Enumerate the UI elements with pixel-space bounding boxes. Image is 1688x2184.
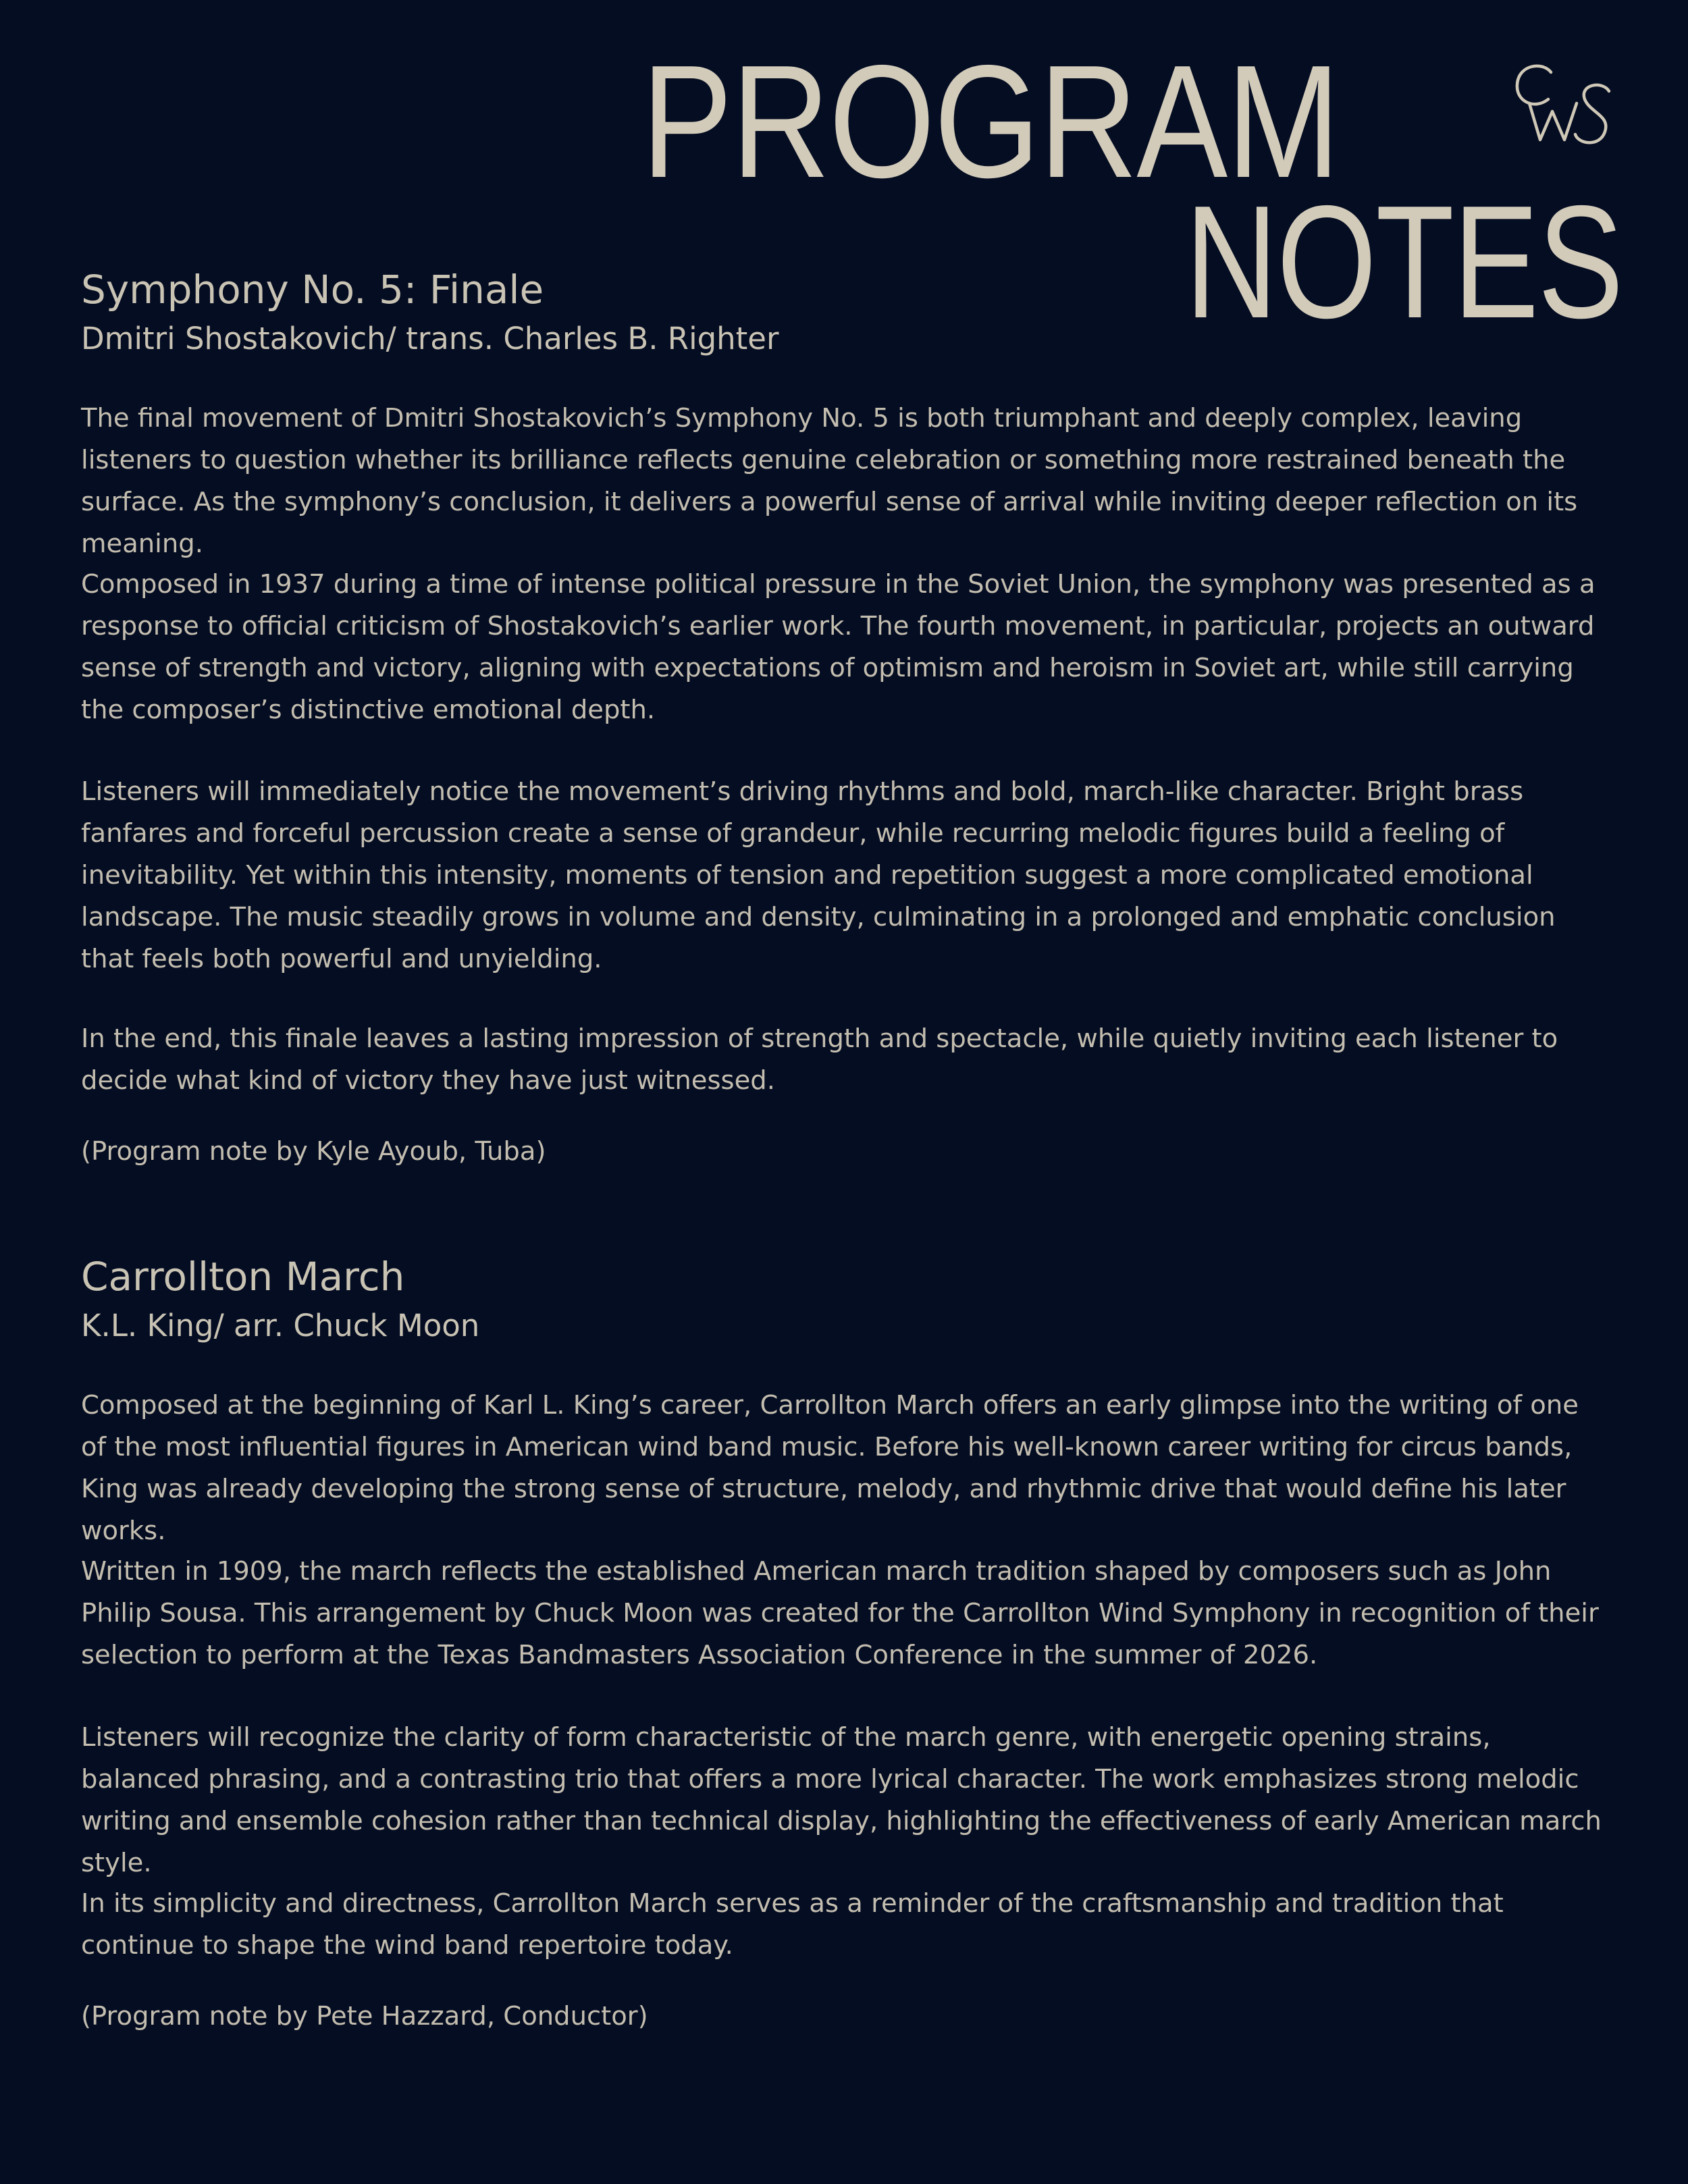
paragraph: The final movement of Dmitri Shostakovich’s Symphony No. 5 is both triumphant and deeply complex, leaving listeners to question whether its brilliance reflects genuine celebration or something more restrained beneath the surface. As the symphony’s conclusion, it delivers a powerful sense of arrival while inviting deeper reflection on its meaning. xyxy=(81,403,1578,559)
cws-monogram-icon xyxy=(1509,57,1617,155)
piece-title: Symphony No. 5: Finale xyxy=(81,267,544,313)
piece-carrollton-march xyxy=(81,1254,1607,1344)
paragraph: Listeners will recognize the clarity of form characteristic of the march genre, with energetic opening strains, balanced phrasing, and a contrasting trio that offers a more lyrical character. The work emphasizes strong melodic writing and ensemble cohesion rather than technical display, highlighting the effectiveness of early American march style. xyxy=(81,1722,1602,1878)
piece-composer: K.L. King/ arr. Chuck Moon xyxy=(81,1307,480,1343)
piece-symphony-5-finale xyxy=(81,267,1607,357)
paragraph: Composed in 1937 during a time of intense political pressure in the Soviet Union, the symphony was presented as a response to official criticism of Shostakovich’s earlier work. The fourth movement, in particular, projects an outward sense of strength and victory, aligning with expectations of optimism and heroism in Soviet art, while still carrying the composer’s distinctive emotional depth. xyxy=(81,569,1595,725)
paragraph: In its simplicity and directness, Carrollton March serves as a reminder of the craftsmanship and tradition that continue to shape the wind band repertoire today. xyxy=(81,1888,1504,1961)
paragraph: Composed at the beginning of Karl L. King’s career, Carrollton March offers an early glimpse into the writing of one of the most influential figures in American wind band music. Before his well-known career writing for circus bands, King was already developing the strong sense of structure, melody, and rhythmic drive that would define his later works. xyxy=(81,1390,1579,1546)
paragraph: In the end, this finale leaves a lasting impression of strength and spectacle, while quietly inviting each listener to decide what kind of victory they have just witnessed. xyxy=(81,1023,1558,1096)
program-note-credit: (Program note by Kyle Ayoub, Tuba) xyxy=(81,1136,546,1167)
piece-title: Carrollton March xyxy=(81,1254,405,1300)
paragraph: Written in 1909, the march reflects the established American march tradition shaped by composers such as John Philip Sousa. This arrangement by Chuck Moon was created for the Carrollton Wind Symphony in recognition of their selection to perform at the Texas Bandmasters Association Conference in the summer of 2026. xyxy=(81,1556,1599,1670)
piece-composer: Dmitri Shostakovich/ trans. Charles B. Righter xyxy=(81,320,779,356)
page-title-notes: NOTES xyxy=(1185,173,1623,352)
program-note-credit: (Program note by Pete Hazzard, Conductor) xyxy=(81,2001,648,2031)
paragraph: Listeners will immediately notice the movement’s driving rhythms and bold, march-like character. Bright brass fanfares and forceful percussion create a sense of grandeur, while recurring melodic figures build a feeling of inevitability. Yet within this intensity, moments of tension and repetition suggest a more complicated emotional landscape. The music steadily grows in volume and density, culminating in a prolonged and emphatic conclusion that feels both powerful and unyielding. xyxy=(81,776,1556,974)
page-title-program: PROGRAM xyxy=(641,32,1340,211)
